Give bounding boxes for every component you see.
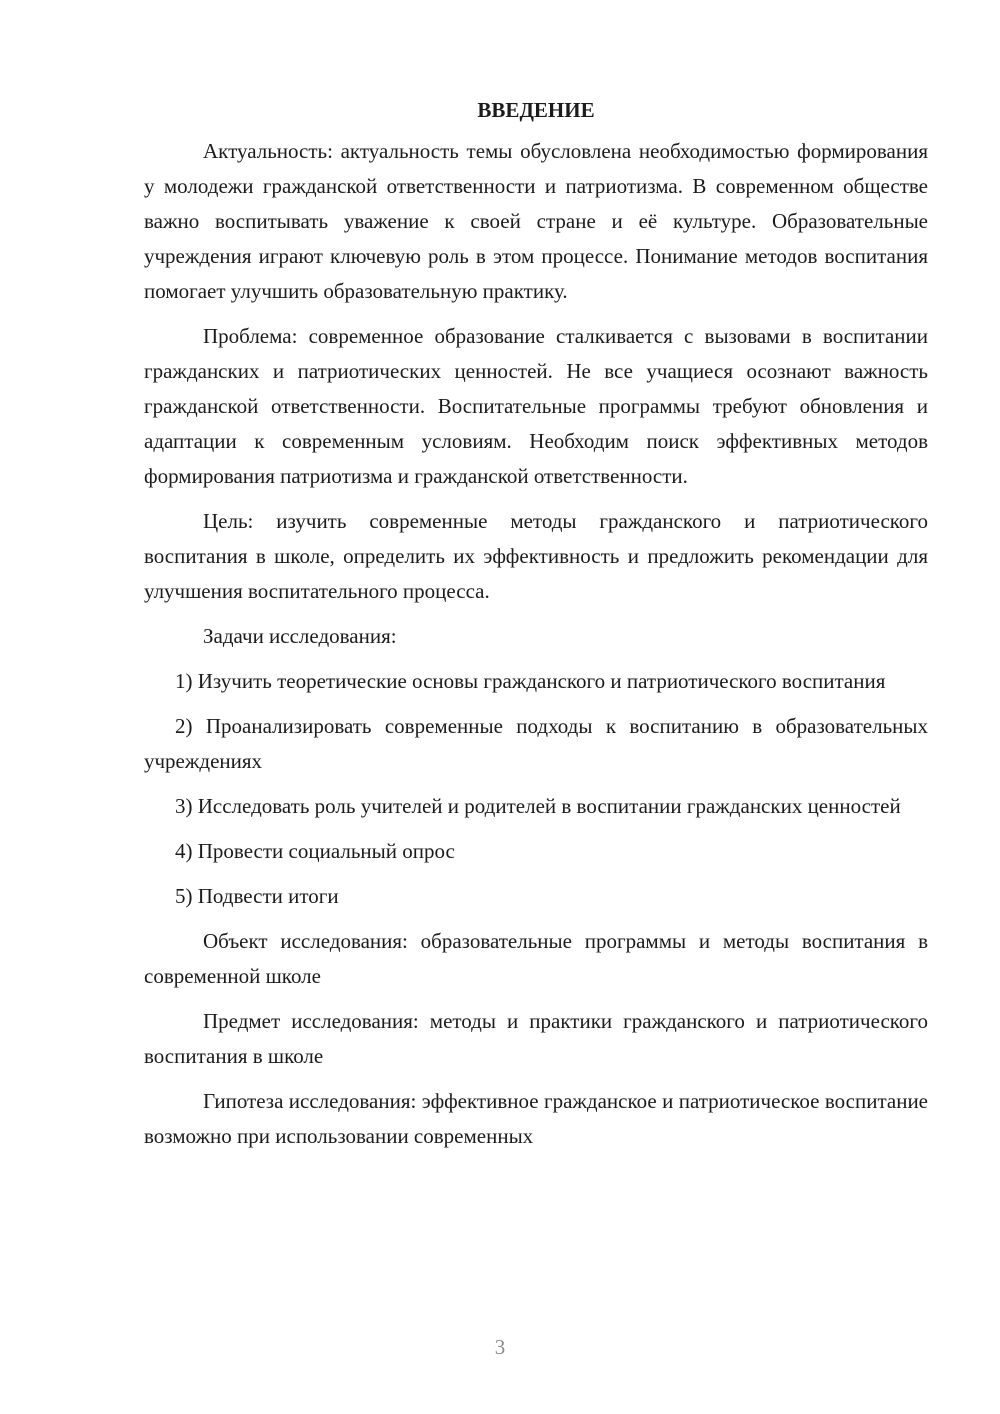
goal-paragraph: Цель: изучить современные методы гражданского и патриотического воспитания в школе, определить их эффективность и предложить рекомендации для улучшения воспитательного процесса.: [144, 509, 928, 603]
page-content: [144, 93, 928, 1164]
task-item-4: 4) Провести социальный опрос: [175, 839, 455, 863]
task-item-5: 5) Подвести итоги: [175, 884, 339, 908]
task-item-1: 1) Изучить теоретические основы гражданского и патриотического воспитания: [175, 669, 886, 693]
object-paragraph: Объект исследования: образовательные программы и методы воспитания в современной школе: [144, 929, 928, 988]
problem-paragraph: Проблема: современное образование сталкивается с вызовами в воспитании гражданских и патриотических ценностей. Не все учащиеся осознают важность гражданской ответственности. Воспитательные программы требуют обновления и адаптации к современным условиям. Необходим поиск эффективных методов формирования патриотизма и гражданской ответственности.: [144, 324, 928, 488]
relevance-paragraph: Актуальность: актуальность темы обусловлена необходимостью формирования у молодежи гражданской ответственности и патриотизма. В современном обществе важно воспитывать уважение к своей стране и её культуре. Образовательные учреждения играют ключевую роль в этом процессе. Понимание методов воспитания помогает улучшить образовательную практику.: [144, 139, 928, 303]
hypothesis-paragraph: Гипотеза исследования: эффективное гражданское и патриотическое воспитание возможно при использовании современных: [144, 1089, 928, 1148]
page-number: 3: [494, 1335, 506, 1359]
page-title: ВВЕДЕНИЕ: [477, 98, 595, 122]
task-item-2: 2) Проанализировать современные подходы к воспитанию в образовательных учреждениях: [144, 714, 928, 773]
subject-paragraph: Предмет исследования: методы и практики гражданского и патриотического воспитания в школе: [144, 1009, 928, 1068]
tasks-heading: Задачи исследования:: [203, 624, 397, 648]
task-item-3: 3) Исследовать роль учителей и родителей в воспитании гражданских ценностей: [175, 794, 901, 818]
